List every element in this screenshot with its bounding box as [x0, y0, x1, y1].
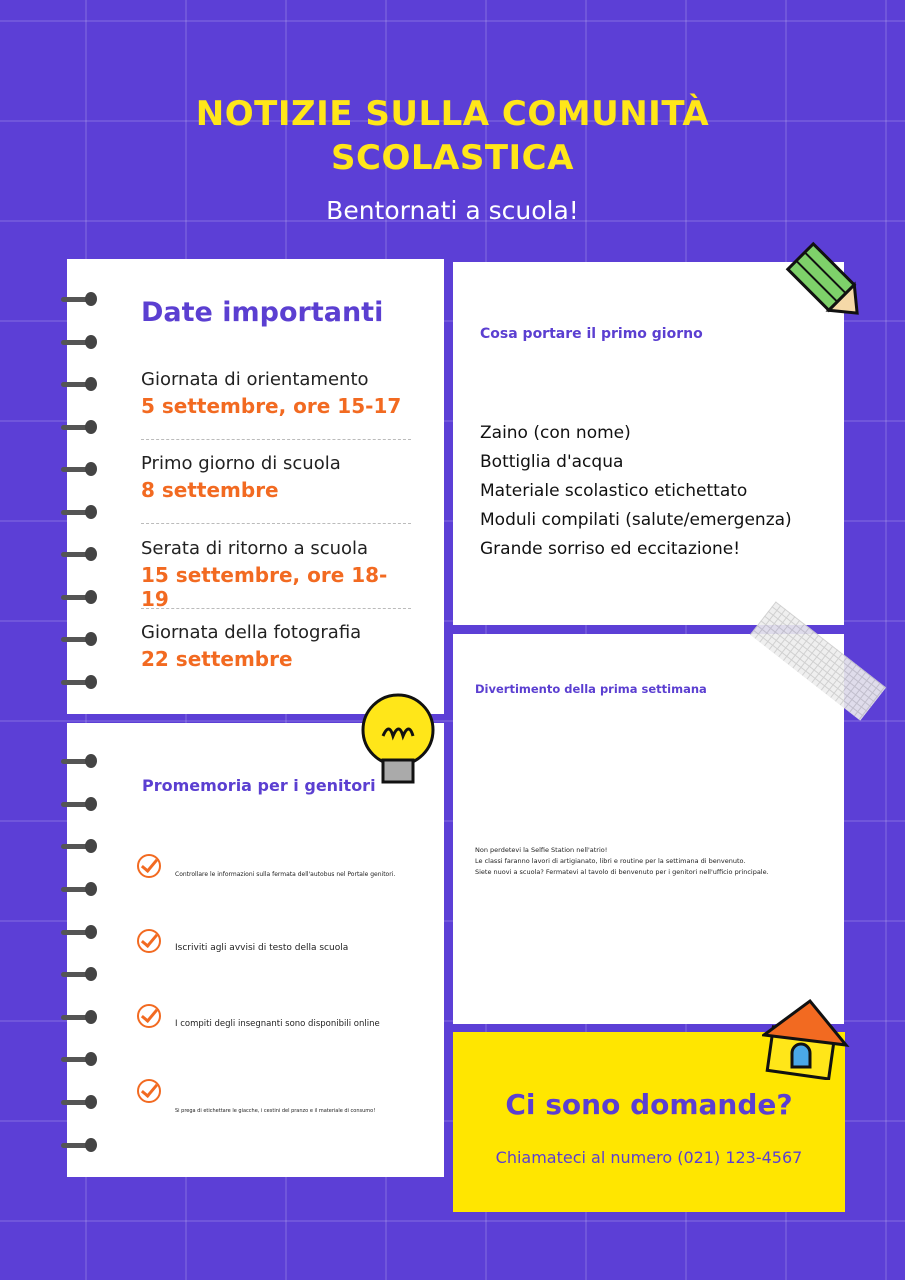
fun-heading: Divertimento della prima settimana: [475, 682, 707, 696]
spiral-ring: [61, 1012, 101, 1022]
date-label: Giornata di orientamento: [141, 369, 369, 390]
date-label: Giornata della fotografia: [141, 622, 362, 643]
page-title: NOTIZIE SULLA COMUNITÀ SCOLASTICA: [195, 94, 710, 178]
bring-item: Bottiglia d'acqua: [480, 452, 624, 472]
date-entry: [141, 622, 411, 671]
spiral-ring: [61, 1140, 101, 1150]
checkmark-icon: [137, 1079, 161, 1103]
lightbulb-icon: [355, 688, 445, 792]
fun-card: [453, 634, 844, 1024]
spiral-ring: [61, 884, 101, 894]
divider: [141, 439, 411, 440]
date-value: 5 settembre, ore 15-17: [141, 394, 402, 418]
spiral-ring: [61, 464, 101, 474]
fun-line: Le classi faranno lavori di artigianato, libri e routine per la settimana di benvenuto.: [475, 857, 746, 865]
divider: [141, 523, 411, 524]
fun-text: [475, 845, 769, 878]
fun-line: Siete nuovi a scuola? Fermatevi al tavolo di benvenuto per i genitori nell'ufficio principale.: [475, 868, 769, 876]
house-icon: [762, 995, 852, 1080]
checkmark-icon: [137, 929, 161, 953]
spiral-ring: [61, 841, 101, 851]
checkmark-icon: [137, 1004, 161, 1028]
bring-item: Materiale scolastico etichettato: [480, 481, 748, 501]
spiral-ring: [61, 756, 101, 766]
fun-line: Non perdetevi la Selfie Station nell'atrio!: [475, 846, 608, 854]
dates-heading: Date importanti: [141, 297, 384, 328]
spiral-ring: [61, 379, 101, 389]
page-subtitle: Bentornati a scuola!: [326, 196, 579, 225]
date-value: 22 settembre: [141, 647, 293, 671]
reminder-item: Si prega di etichettare le giacche, i cestini del pranzo e il materiale di consumo!: [175, 1108, 376, 1114]
reminder-item: Controllare le informazioni sulla fermata dell'autobus nel Portale genitori.: [175, 871, 396, 878]
spiral-ring: [61, 799, 101, 809]
reminder-item: Iscriviti agli avvisi di testo della scuola: [175, 943, 349, 953]
spiral-ring: [61, 969, 101, 979]
date-label: Primo giorno di scuola: [141, 453, 341, 474]
spiral-ring: [61, 549, 101, 559]
spiral-ring: [61, 422, 101, 432]
checkmark-icon: [137, 854, 161, 878]
date-entry: [141, 453, 411, 502]
date-value: 15 settembre, ore 18-19: [141, 563, 388, 611]
reminder-item: I compiti degli insegnanti sono disponibili online: [175, 1019, 380, 1029]
spiral-ring: [61, 1054, 101, 1064]
date-value: 8 settembre: [141, 478, 279, 502]
spiral-ring: [61, 677, 101, 687]
contact-phone: Chiamateci al numero (021) 123-4567: [495, 1148, 803, 1167]
spiral-ring: [61, 507, 101, 517]
date-label: Serata di ritorno a scuola: [141, 538, 369, 559]
date-entry: [141, 369, 411, 418]
spiral-ring: [61, 592, 101, 602]
contact-heading: Ci sono domande?: [505, 1088, 793, 1121]
date-entry: [141, 538, 411, 611]
bring-item: Moduli compilati (salute/emergenza): [480, 510, 792, 530]
bring-item: Grande sorriso ed eccitazione!: [480, 539, 741, 559]
pencil-icon: [780, 236, 872, 328]
dates-card: [67, 259, 444, 714]
spiral-ring: [61, 337, 101, 347]
spiral-ring: [61, 634, 101, 644]
divider: [141, 608, 411, 609]
bring-heading: Cosa portare il primo giorno: [480, 326, 703, 342]
spiral-ring: [61, 294, 101, 304]
bring-list: [480, 419, 792, 564]
reminders-heading: Promemoria per i genitori: [142, 776, 376, 795]
spiral-ring: [61, 1097, 101, 1107]
bring-item: Zaino (con nome): [480, 423, 631, 443]
spiral-ring: [61, 927, 101, 937]
